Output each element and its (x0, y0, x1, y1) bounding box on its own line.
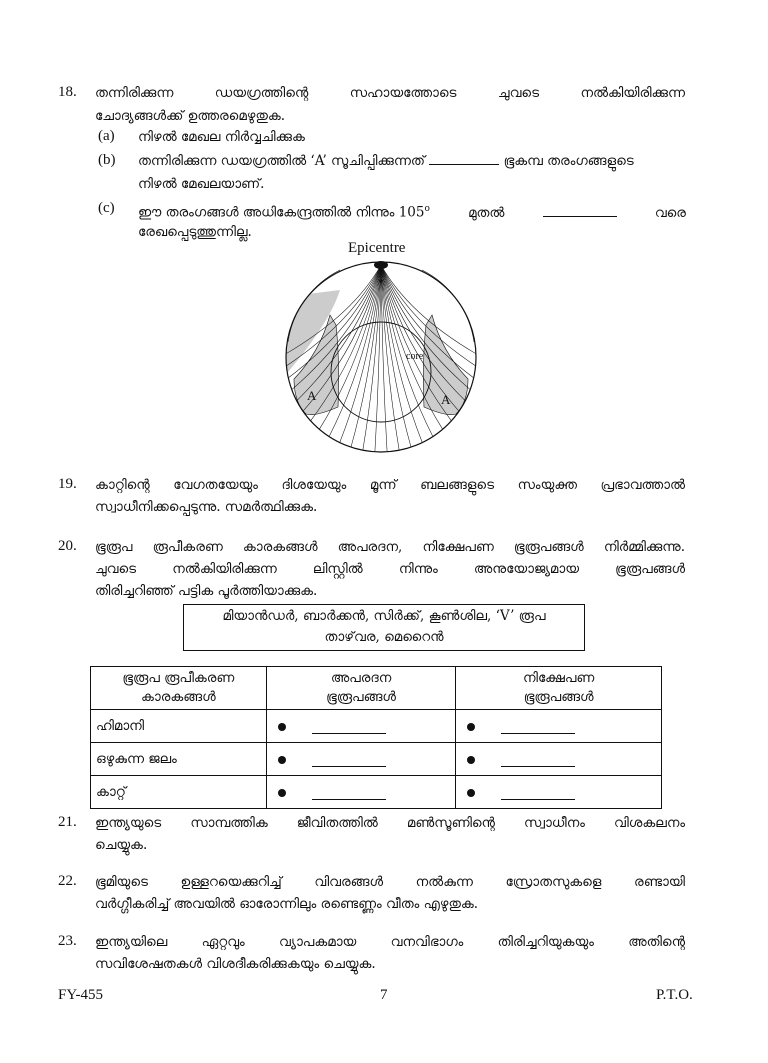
question-23-number: 23. (58, 933, 77, 949)
bullet-icon (278, 723, 286, 731)
answer-blank-18c[interactable] (543, 204, 617, 217)
question-23-line-2: സവിശേഷതകൾ വിശദീകരിക്കുകയും ചെയ്യുക. (95, 956, 376, 972)
paper-code: FY-455 (58, 987, 104, 1003)
question-18c-text-4: രേഖപ്പെടുത്തുന്നില്ല. (138, 224, 252, 240)
question-18c-text-1: ഈ തരംഗങ്ങൾ അധികേന്ദ്രത്തിൽ നിന്നും 105$^o$ (138, 204, 430, 221)
seismic-ray (363, 265, 381, 450)
core-label: core (406, 351, 424, 362)
question-18c-text-3: വരെ (654, 204, 686, 221)
shadow-zone-label-right: A (441, 392, 451, 407)
bullet-icon (467, 756, 475, 764)
question-18a-mark: (a) (98, 128, 115, 144)
depositional-answer-cell (456, 710, 662, 743)
seismic-ray (375, 265, 381, 452)
bullet-icon (467, 723, 475, 731)
answer-blank[interactable] (501, 719, 575, 734)
answer-blank-18b[interactable] (429, 152, 499, 165)
answer-blank[interactable] (501, 752, 575, 767)
bullet-icon (278, 756, 286, 764)
question-18b-text-3: നിഴൽ മേഖലയാണ്. (138, 176, 265, 192)
question-22-line-1: ഭൂമിയുടെ ഉള്ളറയെക്കുറിച്ച് വിവരങ്ങൾ നൽകുന്ന സ്രോതസുകളെ രണ്ടായി (95, 874, 685, 890)
question-19-line-2: സ്വാധീനിക്കപ്പെടുന്നു. സമർത്ഥിക്കുക. (95, 499, 318, 515)
question-18a-text: നിഴൽ മേഖല നിർവ്വചിക്കുക (138, 129, 305, 145)
question-21-number: 21. (58, 814, 77, 830)
agent-cell: ഹിമാനി (91, 710, 267, 743)
question-22-number: 22. (58, 873, 77, 889)
erosional-answer-cell (266, 743, 456, 776)
shadow-zone-label-left: A (307, 388, 317, 403)
erosional-answer-cell (266, 776, 456, 809)
question-18-line-2: ചോദ്യങ്ങൾക്ക് ഉത്തരമെഴുതുക. (95, 108, 286, 124)
landform-list-line-1: മിയാൻഡർ, ബാർക്കൻ, സിർക്ക്, കൂൺശില, ‘V’ രൂപ (222, 608, 546, 624)
degree-sign: o (424, 204, 430, 214)
epicentre-marker (374, 261, 388, 269)
question-18-number: 18. (58, 84, 77, 100)
table-row (91, 743, 662, 776)
landform-word-list (183, 604, 585, 651)
bullet-icon (278, 789, 286, 797)
question-20-number: 20. (58, 538, 77, 554)
agent-cell: ഒഴുകുന്ന ജലം (91, 743, 267, 776)
header-depositional: നിക്ഷേപണ ഭൂരൂപങ്ങൾ (456, 667, 662, 710)
question-21-line-1: ഇന്ത്യയുടെ സാമ്പത്തിക ജീവിതത്തിൽ മൺസൂണിന്റെ സ്വാധീനം വിശകലനം (95, 815, 685, 831)
question-18b-text-2: ഭൂകമ്പ തരംഗങ്ങളുടെ (503, 153, 634, 169)
page-number: 7 (380, 987, 388, 1003)
epicentre-label: Epicentre (348, 240, 406, 256)
erosional-answer-cell (266, 710, 456, 743)
seismic-shadow-zone-diagram (280, 232, 490, 460)
question-18b-text-1: തന്നിരിക്കുന്ന ഡയഗ്രത്തിൽ ‘A’ സൂചിപ്പിക്കുന്നത് (138, 153, 425, 169)
answer-blank[interactable] (501, 785, 575, 800)
question-20-line-2: ചുവടെ നൽകിയിരിക്കുന്ന ലിസ്റ്റിൽ നിന്നും അനുയോജ്യമായ ഭൂരൂപങ്ങൾ (95, 561, 685, 577)
table-row (91, 710, 662, 743)
question-23-line-1: ഇന്ത്യയിലെ ഏറ്റവും വ്യാപകമായ വനവിഭാഗം തിരിച്ചറിയുകയും അതിന്റെ (95, 934, 685, 950)
table-row (91, 776, 662, 809)
question-18c-text-2: മുതൽ (468, 204, 505, 221)
seismic-ray (381, 265, 387, 452)
header-agents: ഭൂരൂപ രൂപീകരണ കാരകങ്ങൾ (91, 667, 267, 710)
answer-blank[interactable] (312, 752, 386, 767)
bullet-icon (467, 789, 475, 797)
header-erosional: അപരദന ഭൂരൂപങ്ങൾ (266, 667, 456, 710)
table-header-row (91, 667, 662, 710)
landform-table (90, 666, 662, 809)
question-18b-line-1 (138, 150, 686, 172)
answer-blank[interactable] (312, 719, 386, 734)
question-20-line-1: ഭൂരൂപ രൂപീകരണ കാരകങ്ങൾ അപരദന, നിക്ഷേപണ ഭൂരൂപങ്ങൾ നിർമ്മിക്കുന്നു. (95, 539, 685, 555)
seismic-ray (381, 265, 399, 450)
agent-cell: കാറ്റ് (91, 776, 267, 809)
question-22-line-2: വർഗ്ഗീകരിച്ച് അവയിൽ ഓരോന്നിലും രണ്ടെണ്ണം വീതം എഴുതുക. (95, 896, 479, 912)
question-19-line-1: കാറ്റിന്റെ വേഗതയേയും ദിശയേയും മൂന്ന് ബലങ്ങളുടെ സംയുക്ത പ്രഭാവത്താൽ (95, 477, 685, 493)
question-18c-line-1 (138, 198, 686, 224)
depositional-answer-cell (456, 743, 662, 776)
landform-list-line-2: താഴ്‌വര, മെറൈൻ (324, 629, 444, 645)
question-18-line-1: തന്നിരിക്കുന്ന ഡയഗ്രത്തിന്റെ സഹായത്തോടെ ചുവടെ നൽകിയിരിക്കുന്ന (95, 85, 685, 101)
question-18c-mark: (c) (98, 200, 115, 216)
question-20-line-3: തിരിച്ചറിഞ്ഞ് പട്ടിക പൂർത്തിയാക്കുക. (95, 583, 318, 599)
answer-blank[interactable] (312, 785, 386, 800)
question-18b-mark: (b) (98, 152, 116, 168)
question-19-number: 19. (58, 476, 77, 492)
please-turn-over: P.T.O. (656, 987, 693, 1003)
depositional-answer-cell (456, 776, 662, 809)
question-21-line-2: ചെയ്യുക. (95, 837, 148, 853)
